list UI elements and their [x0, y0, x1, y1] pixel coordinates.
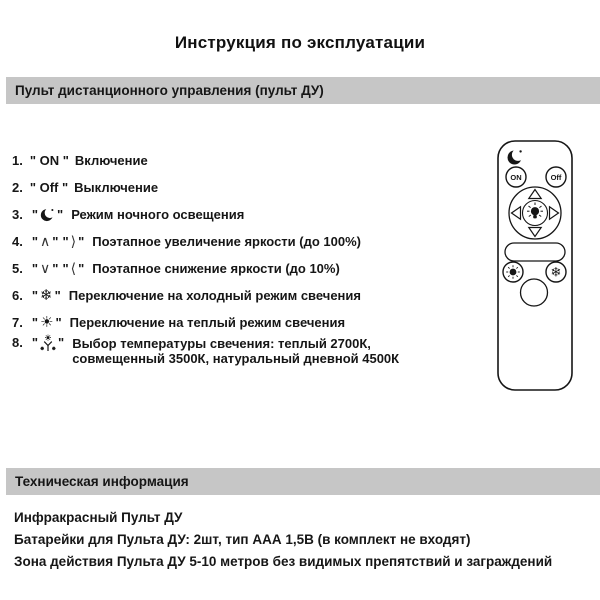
quote-mark: " [31, 315, 39, 330]
item-text: Переключение на теплый режим свечения [69, 315, 346, 330]
on-button [506, 167, 526, 187]
off-button-label: Off [550, 172, 562, 182]
warm-mode-button [503, 262, 523, 282]
item-text: Выбор температуры свечения: теплый 2700К, совмещенный 3500К, натуральный дневной 4500К [72, 336, 400, 366]
section-header-tech-label: Техническая информация [15, 474, 189, 489]
quote-mark: " [57, 207, 64, 222]
quote-mark: " [58, 335, 65, 350]
chevron-down-icon: ∨ [40, 260, 51, 277]
item-number: 5. [12, 261, 23, 276]
quote-mark: " [31, 234, 39, 249]
off-button [546, 167, 566, 187]
tech-info-line: Зона действия Пульта ДУ 5-10 метров без видимых препятствий и заграждений [14, 554, 553, 569]
instruction-item-3 [12, 201, 482, 228]
instruction-item-1 [12, 147, 482, 174]
pill-button [505, 243, 565, 261]
instruction-item-6 [12, 282, 482, 309]
item-number: 7. [12, 315, 23, 330]
item-text: Выключение [74, 180, 159, 195]
remote-illustration-svg [492, 138, 582, 396]
cold-snowflake-icon: ❄ [550, 265, 562, 281]
cold-mode-button [546, 262, 566, 282]
item-text: Переключение на холодный режим свечения [68, 288, 361, 303]
quote-mark: " [62, 234, 69, 249]
remote-control-illustration [492, 138, 582, 401]
tech-info-block [14, 507, 594, 573]
quote-mark: " [31, 207, 39, 222]
quote-mark: " [78, 234, 85, 249]
item-number: 2. [12, 180, 23, 195]
snowflake-icon: ❄ [40, 286, 53, 304]
angle-right-icon: ⟩ [70, 233, 77, 250]
off-key-label: " Off " [29, 180, 69, 195]
quote-mark: " [78, 261, 85, 276]
item-number: 8. [12, 335, 23, 350]
quote-mark: " [31, 288, 39, 303]
angle-left-icon: ⟨ [70, 260, 77, 277]
tech-info-line: Инфракрасный Пульт ДУ [14, 510, 183, 525]
instruction-item-2 [12, 174, 482, 201]
item-text: Режим ночного освещения [71, 207, 245, 222]
temperature-select-icon [40, 334, 56, 352]
instruction-item-8 [12, 336, 482, 366]
sun-icon: ☀ [40, 313, 54, 331]
item-number: 3. [12, 207, 23, 222]
instruction-item-7 [12, 309, 482, 336]
quote-mark: " [52, 261, 59, 276]
instruction-item-4 [12, 228, 482, 255]
quote-mark: " [52, 234, 59, 249]
on-button-label: ON [510, 172, 522, 182]
chevron-up-icon: ∧ [40, 233, 51, 250]
brightness-dpad [509, 187, 561, 239]
instruction-list [12, 147, 482, 366]
on-key-label: " ON " [29, 153, 69, 168]
item-number: 6. [12, 288, 23, 303]
item-number: 1. [12, 153, 23, 168]
quote-mark: " [62, 261, 69, 276]
quote-mark: " [55, 315, 62, 330]
instruction-item-5 [12, 255, 482, 282]
section-header-tech [6, 468, 600, 495]
page-title: Инструкция по эксплуатации [174, 33, 426, 52]
item-text: Включение [74, 153, 148, 168]
quote-mark: " [54, 288, 61, 303]
section-header-remote [6, 77, 600, 104]
temperature-cycle-button [521, 279, 548, 306]
moon-icon [40, 207, 55, 222]
item-text: Поэтапное увеличение яркости (до 100%) [92, 234, 361, 249]
tech-info-line: Батарейки для Пульта ДУ: 2шт, тип ААА 1,5В (в комплект не входят) [14, 532, 471, 547]
section-header-remote-label: Пульт дистанционного управления (пульт ДУ) [15, 83, 324, 98]
item-number: 4. [12, 234, 23, 249]
quote-mark: " [31, 335, 39, 350]
item-text: Поэтапное снижение яркости (до 10%) [92, 261, 340, 276]
quote-mark: " [31, 261, 39, 276]
